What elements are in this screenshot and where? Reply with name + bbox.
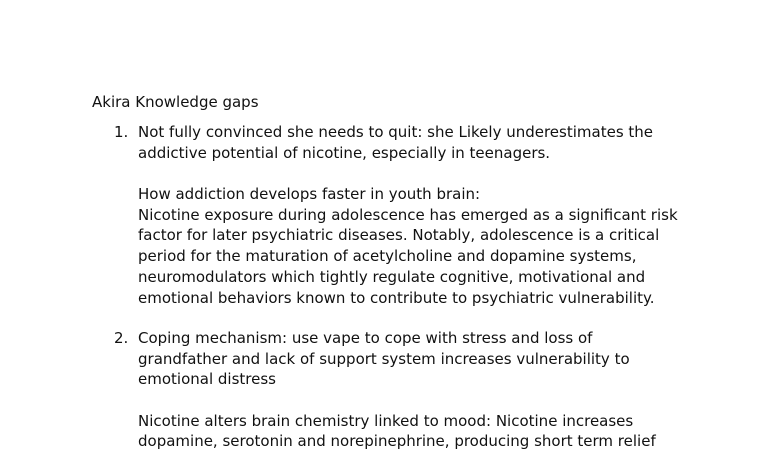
text-line: Nicotine alters brain chemistry linked to mood: Nicotine increases — [138, 411, 634, 430]
text-line: Coping mechanism: use vape to cope with stress and loss of — [138, 329, 593, 347]
paragraph — [138, 328, 758, 390]
paragraph — [138, 184, 758, 308]
text-line: How addiction develops faster in youth brain: — [138, 185, 481, 204]
text-line: period for the maturation of acetylcholine and dopamine systems, — [138, 247, 637, 266]
document-title: Akira Knowledge gaps — [92, 93, 259, 111]
list-number: 1. — [114, 123, 129, 141]
text-line: addictive potential of nicotine, especially in teenagers. — [138, 143, 551, 162]
text-line: emotional distress — [138, 370, 276, 389]
text-line: dopamine, serotonin and norepinephrine, producing short term relief — [138, 432, 656, 451]
paragraph — [138, 122, 758, 163]
paragraph — [138, 411, 758, 452]
list-number: 2. — [114, 329, 129, 347]
list-item-body — [138, 122, 758, 308]
paragraph-gap — [138, 390, 758, 411]
list-item-body — [138, 328, 758, 452]
text-line: neuromodulators which tightly regulate cognitive, motivational and — [138, 267, 646, 286]
paragraph-gap — [138, 163, 758, 184]
text-line: Not fully convinced she needs to quit: she Likely underestimates the — [138, 123, 654, 141]
text-line: Nicotine exposure during adolescence has emerged as a significant risk — [138, 205, 678, 224]
text-line: grandfather and lack of support system increases vulnerability to — [138, 349, 630, 368]
text-line: factor for later psychiatric diseases. Notably, adolescence is a critical — [138, 226, 660, 245]
text-line: emotional behaviors known to contribute to psychiatric vulnerability. — [138, 288, 655, 307]
